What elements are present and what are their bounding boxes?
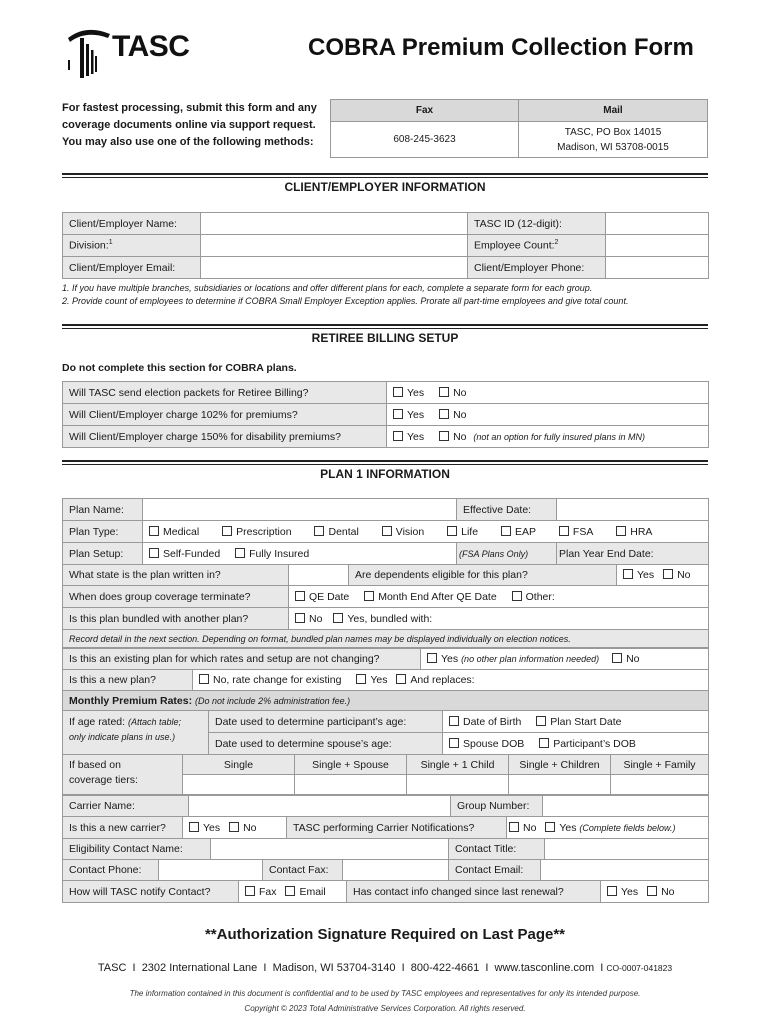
no-checkbox[interactable] [439, 431, 449, 441]
eap-checkbox[interactable] [501, 526, 511, 536]
yes-checkbox[interactable] [356, 674, 366, 684]
tasc-notifications-options: No Yes (Complete fields below.) [507, 817, 709, 839]
submission-methods-table [330, 99, 708, 158]
self-funded-checkbox[interactable] [149, 548, 159, 558]
retiree-table [62, 381, 709, 448]
division-input[interactable] [201, 235, 468, 257]
tier-single-children: Single + Children [509, 755, 611, 775]
retiree-q1: Will TASC send election packets for Retiree Billing? [63, 382, 387, 404]
eligibility-contact-table [62, 838, 709, 860]
age-rated-label: If age rated: (Attach table; only indicate plans in use.) [63, 711, 209, 755]
existing-plan-question: Is this an existing plan for which rates and setup are not changing? [63, 649, 421, 670]
tier-single: Single [183, 755, 295, 775]
qe-date-checkbox[interactable] [295, 591, 305, 601]
retiree-q3: Will Client/Employer charge 150% for disability premiums? [63, 426, 387, 448]
fax-number: 608-245-3623 [331, 122, 519, 158]
tasc-id-input[interactable] [606, 213, 709, 235]
form-title: COBRA Premium Collection Form [308, 34, 694, 61]
state-input[interactable] [289, 565, 349, 586]
month-end-checkbox[interactable] [364, 591, 374, 601]
tasc-notifications-question: TASC performing Carrier Notifications? [287, 817, 507, 839]
bundled-yes-checkbox[interactable] [333, 613, 343, 623]
plan-year-end-label: (FSA Plans Only) [457, 543, 557, 565]
carrier-name-input[interactable] [189, 796, 451, 817]
retiree-section-header: RETIREE BILLING SETUP [62, 324, 708, 350]
mail-header: Mail [519, 100, 708, 122]
tasc-logo [64, 26, 204, 82]
group-number-label: Group Number: [451, 796, 543, 817]
terminate-options: QE Date Month End After QE Date Other: [289, 586, 709, 608]
spouse-age-options: Spouse DOB Participant’s DOB [443, 733, 709, 755]
fully-insured-checkbox[interactable] [235, 548, 245, 558]
yes-checkbox[interactable] [545, 822, 555, 832]
no-checkbox[interactable] [295, 613, 305, 623]
fsa-checkbox[interactable] [559, 526, 569, 536]
tier-single-children-input[interactable] [509, 775, 611, 795]
replaces-checkbox[interactable] [396, 674, 406, 684]
eligibility-contact-input[interactable] [211, 839, 449, 860]
contact-fax-input[interactable] [343, 860, 449, 881]
no-checkbox[interactable] [647, 886, 657, 896]
contact-phone-input[interactable] [159, 860, 263, 881]
retiree-subnote: Do not complete this section for COBRA plans. [62, 362, 297, 374]
spouse-dob-checkbox[interactable] [449, 738, 459, 748]
participant-age-question: Date used to determine participant’s age: [209, 711, 443, 733]
plan-name-input[interactable] [143, 499, 457, 521]
no-checkbox[interactable] [439, 409, 449, 419]
plan-setup-label: Plan Setup: [63, 543, 143, 565]
participant-age-options: Date of Birth Plan Start Date [443, 711, 709, 733]
employee-count-input[interactable] [606, 235, 709, 257]
existing-plan-table [62, 648, 709, 670]
client-email-label: Client/Employer Email: [63, 257, 201, 279]
yes-checkbox[interactable] [427, 653, 437, 663]
tier-single-spouse: Single + Spouse [295, 755, 407, 775]
new-plan-question: Is this a new plan? [63, 670, 193, 691]
intro-line: coverage documents online via support request. [62, 119, 316, 131]
bundled-question: Is this plan bundled with another plan? [63, 608, 289, 630]
plan-type-options: Medical Prescription Dental Vision Life EAP FSA HRA [143, 521, 709, 543]
no-checkbox[interactable] [509, 822, 519, 832]
client-phone-label: Client/Employer Phone: [468, 257, 606, 279]
contact-phone-label: Contact Phone: [63, 860, 159, 881]
no-rate-change-checkbox[interactable] [199, 674, 209, 684]
tier-single-family-input[interactable] [611, 775, 709, 795]
client-footnotes [62, 282, 722, 308]
contact-phone-table [62, 859, 709, 881]
retiree-q2-options: Yes No [387, 404, 709, 426]
plan-questions-table [62, 564, 709, 586]
client-email-input[interactable] [201, 257, 468, 279]
hra-checkbox[interactable] [616, 526, 626, 536]
mail-line: TASC, PO Box 14015 [564, 126, 662, 138]
client-section-header: CLIENT/EMPLOYER INFORMATION [62, 173, 708, 199]
mn-note: (not an option for fully insured plans in MN) [473, 431, 646, 442]
tier-single-child: Single + 1 Child [407, 755, 509, 775]
retiree-q1-options: Yes No [387, 382, 709, 404]
plan-start-date-checkbox[interactable] [536, 716, 546, 726]
intro-line: You may also use one of the following methods: [62, 136, 314, 148]
confidentiality-note: The information contained in this document is confidential and to be used by TASC employees and representatives for only its intended purpose. [129, 989, 641, 998]
dependents-question: Are dependents eligible for this plan? [349, 565, 617, 586]
yes-checkbox[interactable] [393, 387, 403, 397]
tasc-id-label: TASC ID (12-digit): [468, 213, 606, 235]
no-checkbox[interactable] [663, 569, 673, 579]
form-code: CO-0007-041823 [606, 963, 673, 973]
medical-checkbox[interactable] [149, 526, 159, 536]
no-checkbox[interactable] [612, 653, 622, 663]
mail-line: Madison, WI 53708-0015 [557, 141, 669, 153]
plan-name-label: Plan Name: [63, 499, 143, 521]
yes-checkbox[interactable] [393, 409, 403, 419]
notify-table [62, 880, 709, 903]
retiree-q2: Will Client/Employer charge 102% for premiums? [63, 404, 387, 426]
intro-line: For fastest processing, submit this form and any [62, 102, 317, 114]
other-checkbox[interactable] [512, 591, 522, 601]
no-checkbox[interactable] [229, 822, 239, 832]
carrier-name-label: Carrier Name: [63, 796, 189, 817]
yes-checkbox[interactable] [623, 569, 633, 579]
new-carrier-options: Yes No [183, 817, 287, 839]
effective-date-label: Effective Date: [457, 499, 557, 521]
new-plan-options: No, rate change for existing Yes And replaces: [193, 670, 709, 691]
contact-changed-question: Has contact info changed since last renewal? [347, 881, 601, 903]
employee-count-label: Employee Count:$^2$ [468, 235, 606, 257]
logo-text: TASC [112, 30, 190, 63]
contact-title-label: Contact Title: [449, 839, 545, 860]
coverage-tiers-table [62, 754, 709, 795]
existing-plan-options: Yes (no other plan information needed) No [421, 649, 709, 670]
monthly-rates-header: Monthly Premium Rates: (Do not include 2% administration fee.) [63, 691, 709, 711]
terminate-question: When does group coverage terminate? [63, 586, 289, 608]
dependents-options: Yes No [617, 565, 709, 586]
client-phone-input[interactable] [606, 257, 709, 279]
copyright: Copyright © 2023 Total Administrative Services Corporation. All rights reserved. [244, 1004, 526, 1013]
contact-title-input[interactable] [545, 839, 709, 860]
tasc-logo-icon [64, 26, 114, 82]
plan-section-header: PLAN 1 INFORMATION [62, 460, 708, 486]
contact-changed-options: Yes No [601, 881, 709, 903]
state-question: What state is the plan written in? [63, 565, 289, 586]
tiers-label: If based on coverage tiers: [63, 755, 183, 795]
no-checkbox[interactable] [439, 387, 449, 397]
new-carrier-table [62, 816, 709, 839]
client-name-label: Client/Employer Name: [63, 213, 201, 235]
plan-setup-options: Self-Funded Fully Insured [143, 543, 457, 565]
client-name-input[interactable] [201, 213, 468, 235]
mail-address [519, 122, 708, 158]
footer-address: TASC I 2302 International Lane I Madison, WI 53704-3140 I 800-422-4661 I www.tasconline.com I CO-0007-041823 [97, 962, 673, 974]
contact-email-input[interactable] [541, 860, 709, 881]
intro-text [62, 100, 334, 151]
footnote: 1. If you have multiple branches, subsidiaries or locations and offer different plans for each, complete a separate form for each group. [62, 283, 593, 293]
eligibility-contact-label: Eligibility Contact Name: [63, 839, 211, 860]
carrier-table [62, 795, 709, 817]
retiree-q3-options: Yes No (not an option for fully insured plans in MN) [387, 426, 709, 448]
plan-year-end-text: Plan Year End Date: [557, 543, 709, 565]
dental-checkbox[interactable] [314, 526, 324, 536]
disclaimer [0, 986, 770, 1016]
new-carrier-question: Is this a new carrier? [63, 817, 183, 839]
email-checkbox[interactable] [285, 886, 295, 896]
spouse-age-question: Date used to determine spouse’s age: [209, 733, 443, 755]
group-number-input[interactable] [543, 796, 709, 817]
life-checkbox[interactable] [447, 526, 457, 536]
plan-basic-table [62, 498, 709, 565]
record-note: Record detail in the next section. Depending on format, bundled plan names may be displayed individually on election notices. [63, 630, 709, 648]
new-plan-table [62, 669, 709, 711]
authorization-note: **Authorization Signature Required on Last Page** [204, 926, 566, 943]
contact-fax-label: Contact Fax: [263, 860, 343, 881]
footnote: 2. Provide count of employees to determine if COBRA Small Employer Exception applies. Prorate all part-time employees and give total count. [62, 296, 629, 306]
prescription-checkbox[interactable] [222, 526, 232, 536]
yes-checkbox[interactable] [607, 886, 617, 896]
vision-checkbox[interactable] [382, 526, 392, 536]
client-info-table [62, 212, 709, 279]
yes-checkbox[interactable] [393, 431, 403, 441]
contact-email-label: Contact Email: [449, 860, 541, 881]
fax-checkbox[interactable] [245, 886, 255, 896]
notify-question: How will TASC notify Contact? [63, 881, 239, 903]
notify-options: Fax Email [239, 881, 347, 903]
yes-checkbox[interactable] [189, 822, 199, 832]
date-of-birth-checkbox[interactable] [449, 716, 459, 726]
division-label: Division:$^1$ [63, 235, 201, 257]
effective-date-input[interactable] [557, 499, 709, 521]
tier-single-child-input[interactable] [407, 775, 509, 795]
tier-single-input[interactable] [183, 775, 295, 795]
bundled-options: No Yes, bundled with: [289, 608, 709, 630]
tier-single-spouse-input[interactable] [295, 775, 407, 795]
age-rated-table [62, 710, 709, 755]
fax-header: Fax [331, 100, 519, 122]
plan-type-label: Plan Type: [63, 521, 143, 543]
terminate-table [62, 585, 709, 648]
tier-single-family: Single + Family [611, 755, 709, 775]
participant-dob-checkbox[interactable] [539, 738, 549, 748]
